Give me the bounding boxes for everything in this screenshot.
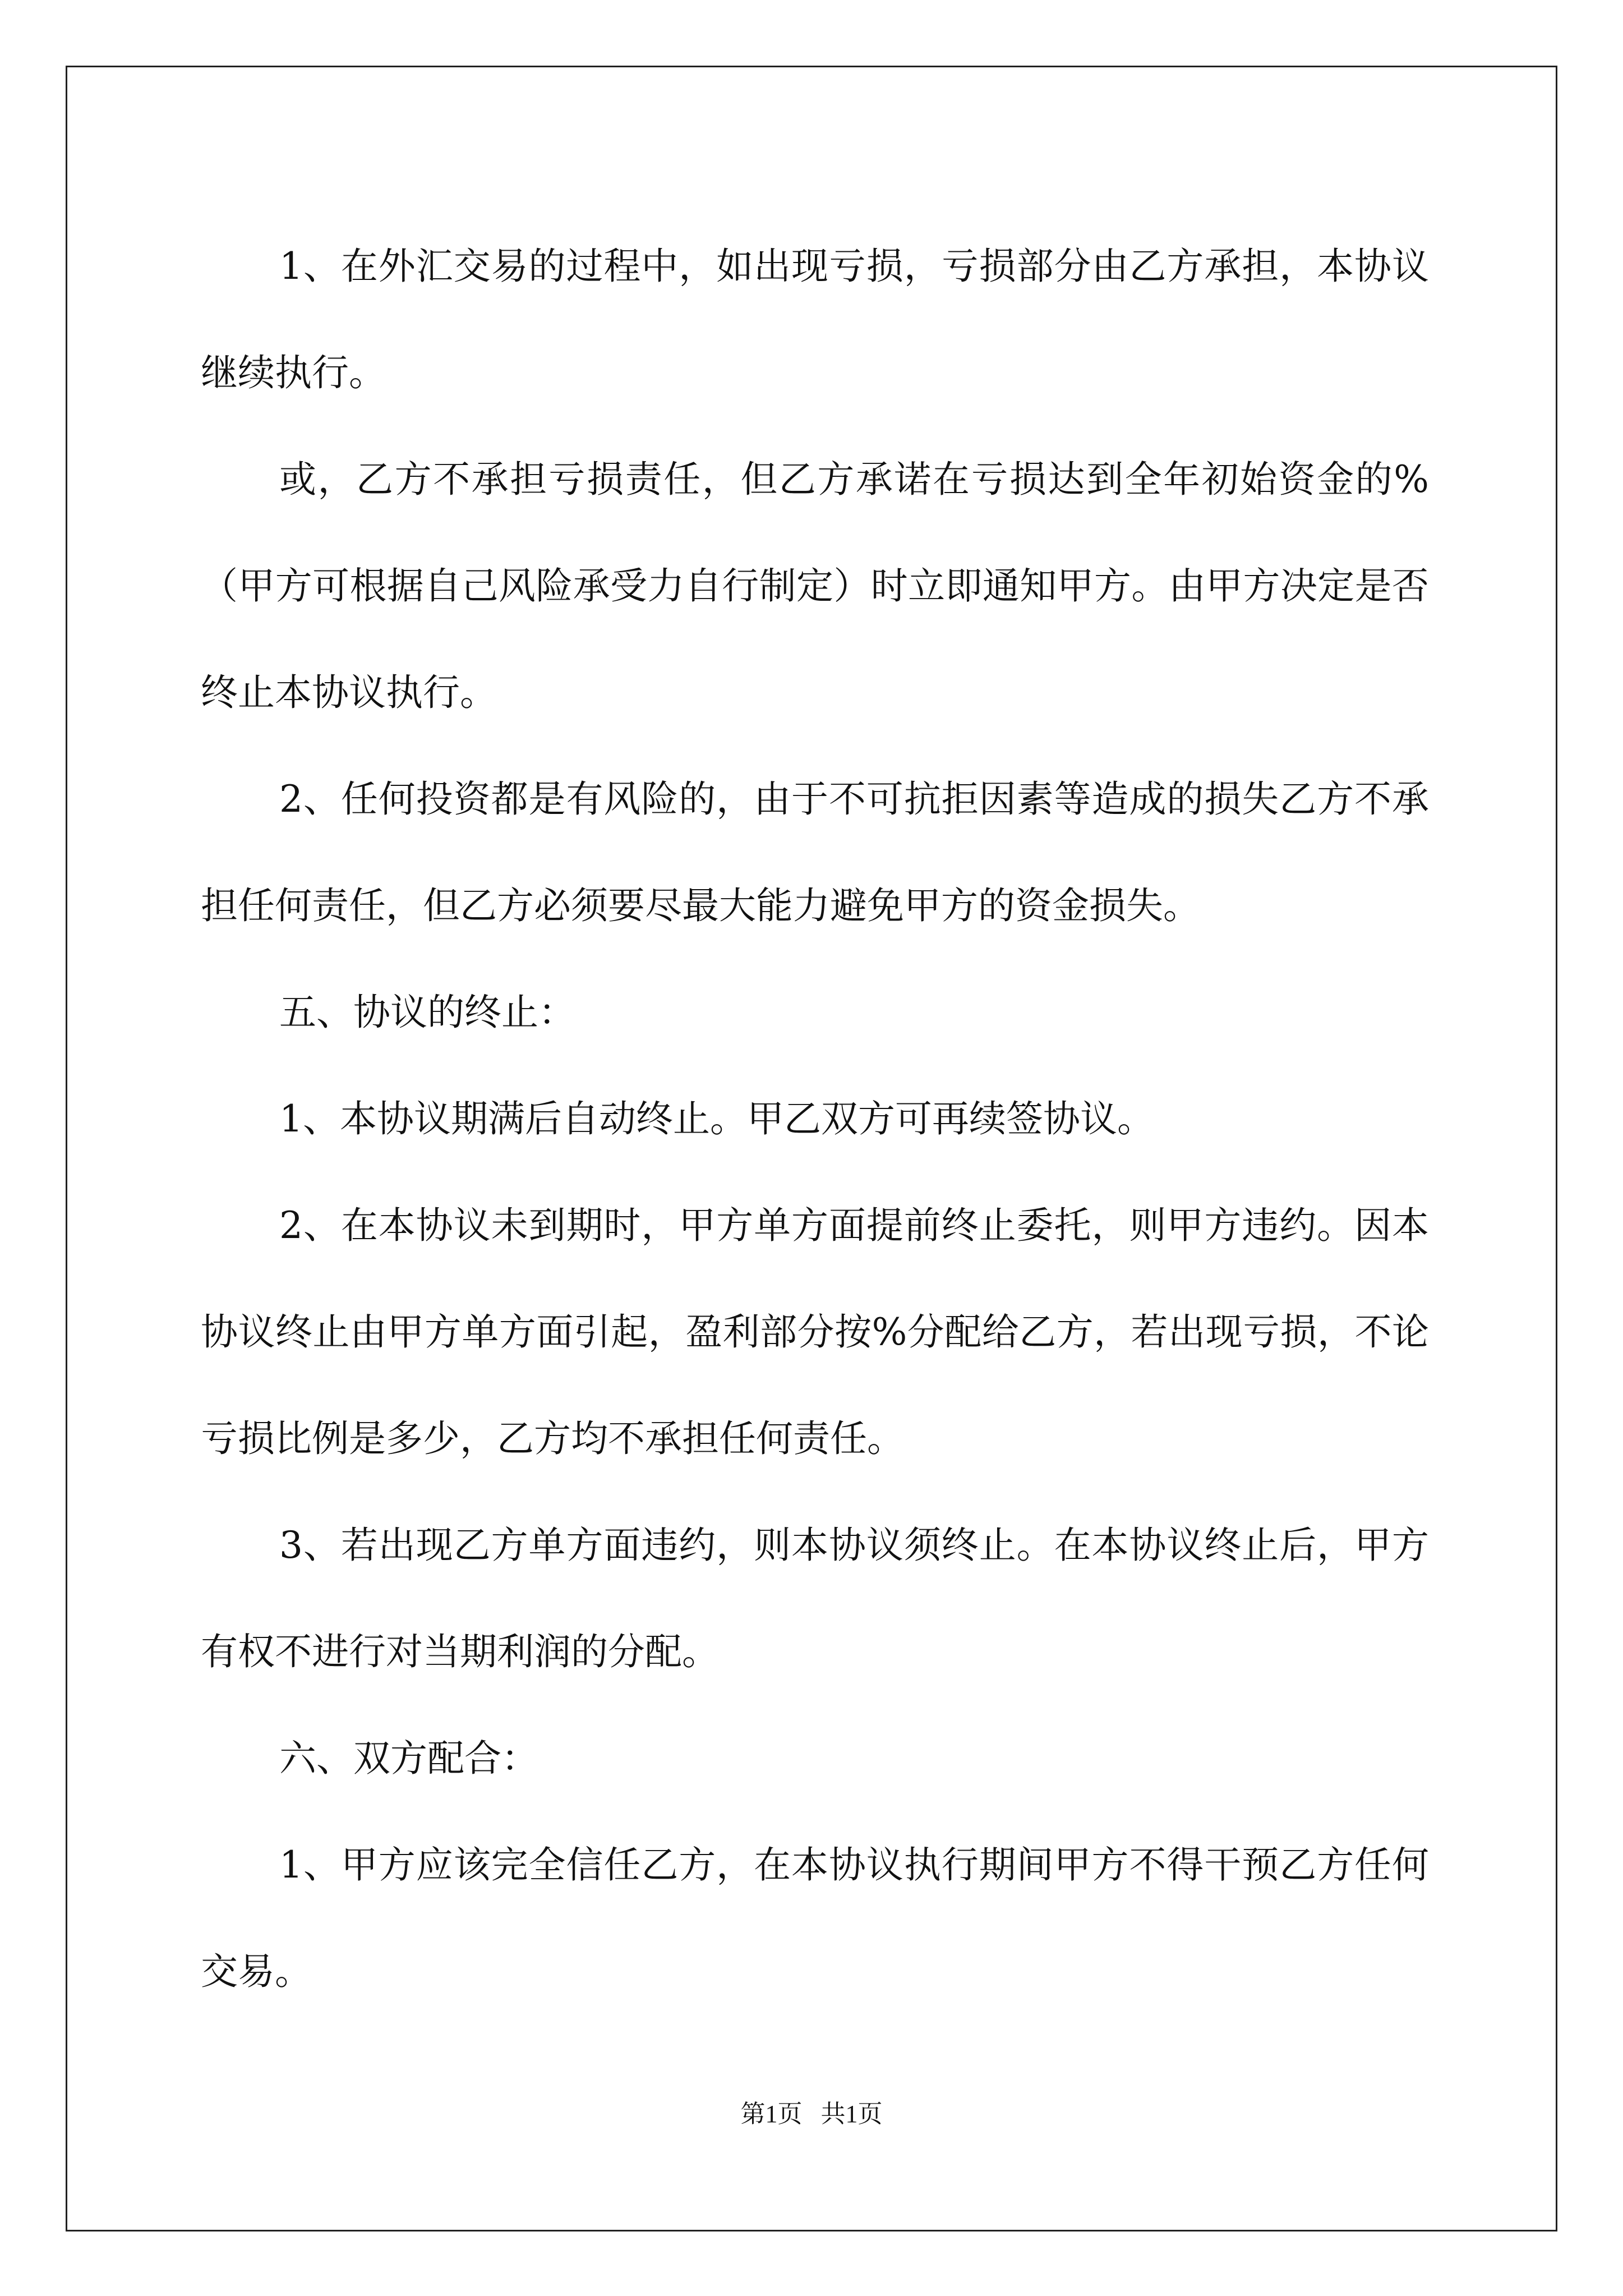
page-total: 共1页	[820, 2100, 883, 2128]
paragraph-3: 2、任何投资都是有风险的，由于不可抗拒因素等造成的损失乙方不承担任何责任，但乙方必须要尽最大能力避免甲方的资金损失。	[201, 777, 1429, 927]
paragraph-2: 或，乙方不承担亏损责任，但乙方承诺在亏损达到全年初始资金的%（甲方可根据自己风险承受力自行制定）时立即通知甲方。由甲方决定是否终止本协议执行。	[201, 458, 1429, 714]
page-footer	[0, 2093, 1623, 2129]
paragraph-5: 2、在本协议未到期时，甲方单方面提前终止委托，则甲方违约。因本协议终止由甲方单方面引起，盈利部分按%分配给乙方，若出现亏损，不论亏损比例是多少，乙方均不承担任何责任。	[201, 1204, 1429, 1460]
paragraph-1: 1、在外汇交易的过程中，如出现亏损，亏损部分由乙方承担，本协议继续执行。	[201, 245, 1429, 394]
paragraph-7: 1、甲方应该完全信任乙方，在本协议执行期间甲方不得干预乙方任何交易。	[201, 1843, 1429, 1993]
section-heading-termination: 五、协议的终止：	[279, 991, 575, 1034]
paragraph-4: 1、本协议期满后自动终止。甲乙双方可再续签协议。	[279, 1097, 1154, 1140]
paragraph-6: 3、若出现乙方单方面违约，则本协议须终止。在本协议终止后，甲方有权不进行对当期利润的分配。	[201, 1524, 1429, 1673]
section-heading-cooperation: 六、双方配合：	[279, 1737, 538, 1780]
page-number: 第1页	[740, 2100, 803, 2128]
document-body	[201, 213, 1429, 2025]
